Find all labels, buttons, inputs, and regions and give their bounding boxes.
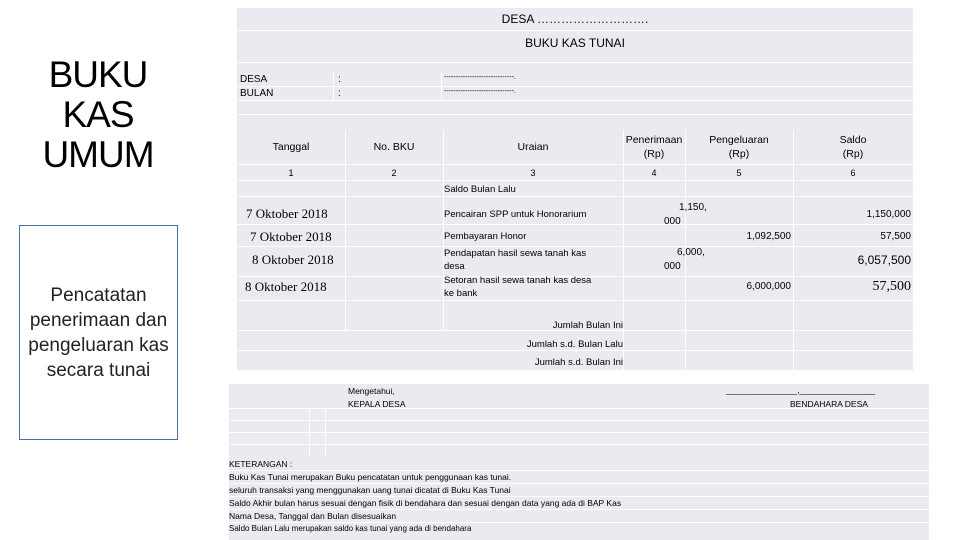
column-header-line: Pengeluaran xyxy=(709,134,769,146)
column-number: 3 xyxy=(530,168,536,178)
column-number: 1 xyxy=(288,168,294,178)
row-saldo: 6,057,500 xyxy=(857,253,911,267)
row-date: 8 Oktober 2018 xyxy=(245,279,327,294)
description-text: Pencatatan penerimaan dan pengeluaran kas secara tunai xyxy=(28,284,169,381)
column-header-uraian: Uraian xyxy=(517,141,549,153)
row-penerimaan-cont: 000 xyxy=(664,216,681,227)
row-pengeluaran: 6,000,000 xyxy=(746,281,791,292)
row-penerimaan: 6,000, xyxy=(677,247,705,258)
date-signature-line: ________________,_________________ xyxy=(726,386,876,395)
row-date: 8 Oktober 2018 xyxy=(252,252,334,267)
info-colon: : xyxy=(338,88,341,99)
column-header-line: (Rp) xyxy=(643,148,665,160)
info-desa-value: ------------------------------. xyxy=(444,74,516,81)
info-colon: : xyxy=(338,74,341,85)
column-header-no-bku: No. BKU xyxy=(373,141,415,153)
note-line: Saldo Bulan Lalu merupakan saldo kas tunai yang ada di bendahara xyxy=(229,524,472,533)
column-number: 6 xyxy=(850,168,856,178)
row-saldo: 57,500 xyxy=(880,231,911,242)
row-uraian-cont: desa xyxy=(444,261,465,272)
description-box xyxy=(19,225,178,440)
column-header-penerimaan xyxy=(620,133,688,161)
row-saldo: 57,500 xyxy=(872,279,911,294)
kepala-desa-label: KEPALA DESA xyxy=(348,399,406,409)
info-bulan-label: BULAN xyxy=(240,88,274,99)
info-bulan-value: ------------------------------. xyxy=(444,88,516,95)
note-line: seluruh transaksi yang menggunakan uang tunai dicatat di Buku Kas Tunai xyxy=(229,485,511,495)
saldo-bulan-lalu-label: Saldo Bulan Lalu xyxy=(444,184,516,195)
jumlah-bulan-ini: Jumlah Bulan Ini xyxy=(552,320,623,331)
jumlah-sd-bulan-ini: Jumlah s.d. Bulan Ini xyxy=(534,357,623,368)
jumlah-sd-bulan-lalu: Jumlah s.d. Bulan Lalu xyxy=(526,339,623,350)
title-line: BUKU xyxy=(48,54,148,95)
row-date: 7 Oktober 2018 xyxy=(246,206,328,221)
note-line: Nama Desa, Tanggal dan Bulan disesuaikan xyxy=(229,511,397,521)
row-uraian: Setoran hasil sewa tanah kas desa xyxy=(444,275,592,286)
row-pengeluaran: 1,092,500 xyxy=(746,231,791,242)
row-saldo: 1,150,000 xyxy=(866,209,911,220)
row-uraian: Pencairan SPP untuk Honorarium xyxy=(444,209,587,220)
page-title xyxy=(18,55,178,175)
column-header-saldo xyxy=(793,133,913,161)
title-line: KAS xyxy=(62,94,134,135)
info-desa-label: DESA xyxy=(240,74,268,85)
mengetahui-label: Mengetahui, xyxy=(348,386,395,396)
column-header-line: (Rp) xyxy=(842,148,864,160)
row-date: 7 Oktober 2018 xyxy=(250,229,332,244)
column-header-line: Saldo xyxy=(839,134,867,146)
column-header-tanggal: Tanggal xyxy=(272,141,310,153)
row-penerimaan: 1,150, xyxy=(679,202,707,213)
row-uraian-cont: ke bank xyxy=(444,288,478,299)
notes-title: KETERANGAN : xyxy=(229,459,293,469)
note-line: Buku Kas Tunai merupakan Buku pencatatan untuk penggunaan kas tunai. xyxy=(229,472,512,482)
bendahara-label: BENDAHARA DESA xyxy=(790,399,868,409)
column-number: 2 xyxy=(391,168,397,178)
sheet-title: BUKU KAS TUNAI xyxy=(525,36,625,50)
column-header-line: Penerimaan xyxy=(625,134,683,146)
row-uraian: Pembayaran Honor xyxy=(444,231,527,242)
column-header-line: (Rp) xyxy=(728,148,750,160)
title-line: UMUM xyxy=(42,134,154,175)
column-number: 5 xyxy=(736,168,742,178)
column-header-pengeluaran xyxy=(685,133,793,161)
row-uraian: Pendapatan hasil sewa tanah kas xyxy=(444,248,587,259)
note-line: Saldo Akhir bulan harus sesuai dengan fisik di bendahara dan sesuai dengan data yang ada di BAP Kas xyxy=(229,498,622,508)
desa-header: DESA ………………………. xyxy=(501,12,649,26)
row-penerimaan-cont: 000 xyxy=(664,261,681,272)
column-number: 4 xyxy=(651,168,657,178)
